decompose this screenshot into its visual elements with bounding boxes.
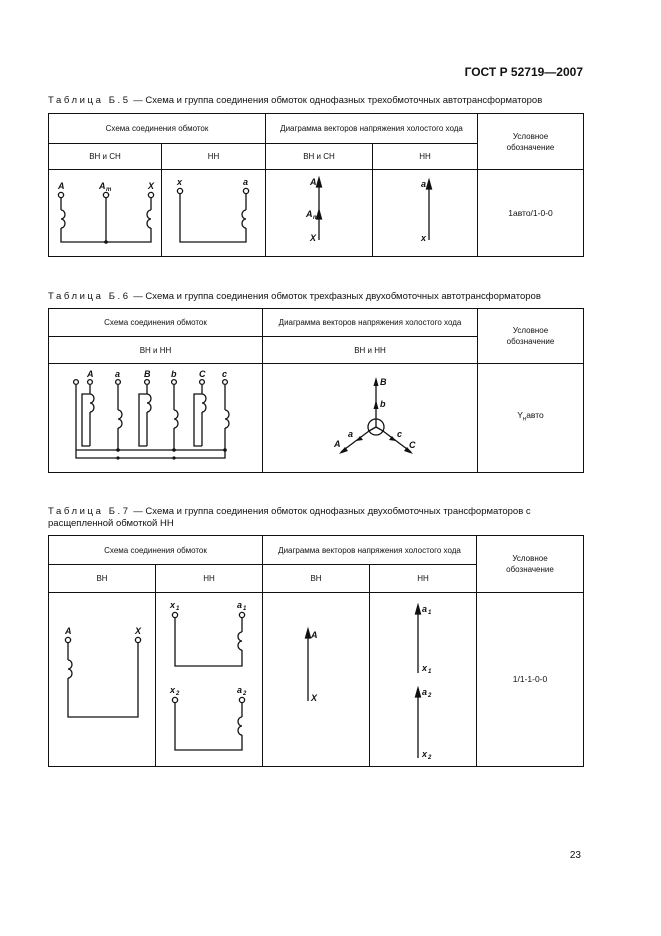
t7-scheme-vn (49, 593, 156, 767)
lv-vector-diagram (373, 170, 478, 256)
t7-header-scheme: Схема соединения обмоток (49, 536, 263, 565)
vector-X: X (311, 693, 318, 703)
terminal-x: x (177, 177, 183, 187)
split-lv-winding-diagram (156, 593, 262, 766)
terminal-x2-subscript: 2 (176, 691, 180, 697)
three-phase-autotransformer-winding-diagram (49, 364, 262, 472)
page-number: 23 (569, 850, 581, 861)
table-b7-label: Таблица Б.7 (48, 506, 131, 517)
voltage-vector-diagram (266, 170, 373, 256)
vector-x2-subscript: 2 (428, 755, 432, 761)
t6-symbol-tail: авто (526, 410, 544, 421)
terminal-C: C (199, 369, 206, 379)
vector-C: C (409, 440, 416, 450)
terminal-Am: A (99, 181, 106, 191)
t6-diagram (263, 364, 478, 473)
t5-header-diagram: Диаграмма векторов напряжения холостого хода (266, 114, 478, 144)
terminal-x1: x (170, 600, 176, 610)
table-b7 (48, 535, 583, 767)
vector-Am: A (306, 209, 313, 219)
t5-sub-nn: НН (162, 144, 266, 170)
hv-winding-diagram (49, 593, 155, 766)
vector-c: c (397, 429, 403, 439)
terminal-a2: a (237, 685, 243, 695)
vector-a2-subscript: 2 (428, 693, 432, 699)
table-b5-label: Таблица Б.5 (48, 95, 131, 106)
terminal-a: a (115, 369, 121, 379)
hv-vector-diagram (263, 593, 369, 766)
t5-symbol: 1авто/1-0-0 (478, 170, 584, 257)
terminal-b: b (171, 369, 177, 379)
t5-sub-nn-diagram: НН (373, 144, 478, 170)
vector-B: B (380, 377, 387, 387)
t5-scheme-nn (162, 170, 266, 257)
t5-sub-vn-sn: ВН и СН (49, 144, 162, 170)
t7-diagram-vn (263, 593, 370, 767)
terminal-x2: x (170, 685, 176, 695)
terminal-x1-subscript: 1 (176, 606, 180, 612)
table-b6 (48, 308, 583, 473)
vector-a: a (348, 429, 354, 439)
terminal-X: X (148, 181, 155, 191)
vector-Am-subscript: m (313, 215, 319, 221)
table-b6-label: Таблица Б.6 (48, 291, 131, 302)
t7-header-symbol: Условное обозначение (477, 536, 584, 593)
terminal-c: c (222, 369, 228, 379)
table-b5-title: — Схема и группа соединения обмоток однофазных трехобмоточных автотрансформаторов (130, 95, 543, 106)
t7-diagram-nn (370, 593, 477, 767)
t5-diagram-vn-sn (266, 170, 373, 257)
terminal-a1-subscript: 1 (243, 606, 247, 612)
t6-symbol-sub: н (522, 416, 527, 423)
t6-header-symbol: Условное обозначение (478, 309, 584, 364)
t5-header-scheme: Схема соединения обмоток (49, 114, 266, 144)
star-vector-diagram (263, 364, 477, 472)
table-b6-title: — Схема и группа соединения обмоток трехфазных двухобмоточных автотрансформаторов (130, 291, 541, 302)
lv-winding-diagram (162, 170, 266, 256)
vector-x: x (421, 233, 427, 243)
terminal-a: a (243, 177, 249, 187)
vector-x1: x (422, 663, 428, 673)
t7-sub-nn-diagram: НН (370, 565, 477, 593)
vector-A: A (310, 177, 317, 187)
t7-symbol: 1/1-1-0-0 (477, 593, 584, 767)
vector-b: b (380, 399, 386, 409)
table-b5-caption (48, 95, 583, 107)
table-b5 (48, 113, 583, 257)
vector-a: a (421, 179, 427, 189)
t5-diagram-nn (373, 170, 478, 257)
t5-scheme-vn-sn (49, 170, 162, 257)
terminal-X: X (135, 626, 142, 636)
vector-a1-subscript: 1 (428, 610, 432, 616)
t6-scheme (49, 364, 263, 473)
vector-a1: a (422, 604, 428, 614)
terminal-a1: a (237, 600, 243, 610)
t6-symbol (478, 364, 584, 473)
t7-sub-vn-diagram: ВН (263, 565, 370, 593)
standard-number: ГОСТ Р 52719—2007 (464, 65, 583, 79)
autotransformer-winding-diagram (49, 170, 161, 256)
t6-header-scheme: Схема соединения обмоток (49, 309, 263, 337)
vector-X: X (310, 233, 317, 243)
vector-A: A (334, 439, 341, 449)
t7-scheme-nn (156, 593, 263, 767)
vector-a2: a (422, 687, 428, 697)
t7-header-diagram: Диаграмма векторов напряжения холостого хода (263, 536, 477, 565)
vector-A: A (311, 630, 318, 640)
t6-header-diagram: Диаграмма векторов напряжения холостого хода (263, 309, 478, 337)
t7-sub-vn: ВН (49, 565, 156, 593)
table-b7-caption (48, 506, 583, 530)
t6-sub-vn-nn: ВН и НН (49, 337, 263, 364)
vector-x2: x (422, 749, 428, 759)
t7-sub-nn: НН (156, 565, 263, 593)
vector-x1-subscript: 1 (428, 669, 432, 675)
table-b6-caption (48, 291, 583, 303)
terminal-A: A (87, 369, 94, 379)
t5-sub-vn-sn-diagram: ВН и СН (266, 144, 373, 170)
t6-sub-vn-nn-diagram: ВН и НН (263, 337, 478, 364)
terminal-a2-subscript: 2 (243, 691, 247, 697)
terminal-A: A (58, 181, 65, 191)
terminal-Am-subscript: m (106, 187, 112, 193)
split-lv-vector-diagram (370, 593, 476, 766)
table-b7-title: — Схема и группа соединения обмоток однофазных двухобмоточных трансформаторов с расщепленной обмоткой НН (48, 506, 531, 529)
t6-symbol-main: Y (517, 410, 523, 421)
t5-header-symbol: Условное обозначение (478, 114, 584, 170)
terminal-B: B (144, 369, 151, 379)
terminal-A: A (65, 626, 72, 636)
